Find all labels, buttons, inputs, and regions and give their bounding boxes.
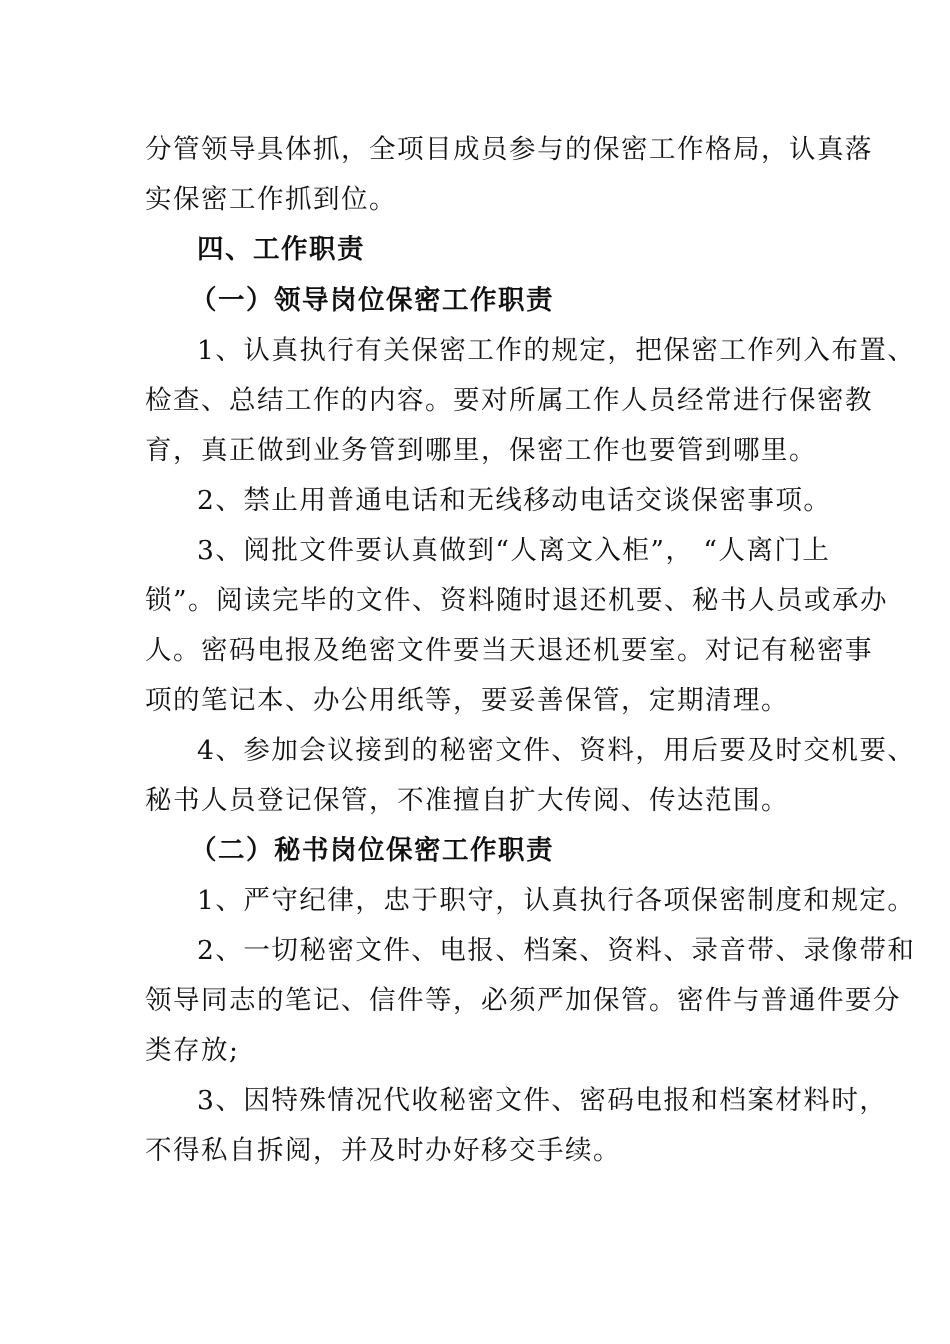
paragraph-line: 4、参加会议接到的秘密文件、资料，用后要及时交机要、 (197, 735, 916, 766)
paragraph-line: 2、禁止用普通电话和无线移动电话交谈保密事项。 (197, 485, 832, 516)
paragraph-line: 领导同志的笔记、信件等，必须严加保管。密件与普通件要分 (145, 985, 901, 1016)
paragraph-line: 不得私自拆阅，并及时办好移交手续。 (145, 1135, 621, 1166)
section-heading: 四、工作职责 (197, 234, 365, 265)
paragraph-line: 实保密工作抓到位。 (145, 184, 397, 215)
paragraph-line: 育，真正做到业务管到哪里，保密工作也要管到哪里。 (145, 435, 817, 466)
paragraph-line: 检查、总结工作的内容。要对所属工作人员经常进行保密教 (145, 385, 873, 416)
paragraph-line: 锁”。阅读完毕的文件、资料随时退还机要、秘书人员或承办 (145, 585, 889, 616)
paragraph-line: 秘书人员登记保管，不准擅自扩大传阅、传达范围。 (145, 785, 789, 816)
subsection-heading: （一）领导岗位保密工作职责 (190, 285, 554, 316)
paragraph-line: 项的笔记本、办公用纸等，要妥善保管，定期清理。 (145, 685, 789, 716)
paragraph-line: 3、阅批文件要认真做到“人离文入柜”， “人离门上 (197, 535, 831, 566)
paragraph-line: 1、认真执行有关保密工作的规定，把保密工作列入布置、 (197, 335, 916, 366)
subsection-heading: （二）秘书岗位保密工作职责 (190, 835, 554, 866)
paragraph-line: 分管领导具体抓，全项目成员参与的保密工作格局，认真落 (145, 134, 873, 165)
paragraph-line: 人。密码电报及绝密文件要当天退还机要室。对记有秘密事 (145, 635, 873, 666)
paragraph-line: 2、一切秘密文件、电报、档案、资料、录音带、录像带和 (197, 935, 916, 966)
paragraph-line: 3、因特殊情况代收秘密文件、密码电报和档案材料时， (197, 1085, 888, 1116)
paragraph-line: 1、严守纪律，忠于职守，认真执行各项保密制度和规定。 (197, 885, 916, 916)
paragraph-line: 类存放; (145, 1035, 240, 1066)
